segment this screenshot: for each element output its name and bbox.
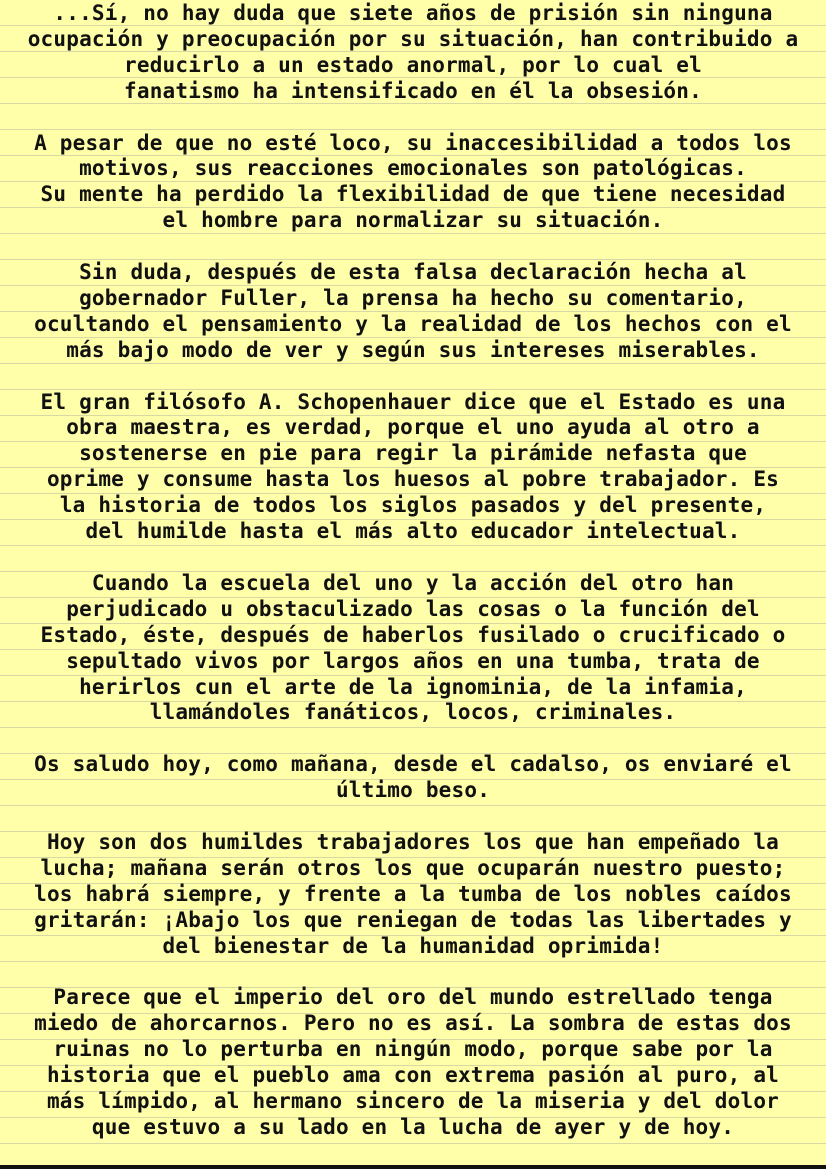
text-line: Su mente ha perdido la flexibilidad de que tiene necesidad xyxy=(40,182,786,207)
text-line: más límpido, al hermano sincero de la miseria y del dolor xyxy=(46,1088,780,1113)
paragraph-2 xyxy=(0,131,826,235)
text-line: herirlos cun el arte de la ignominia, de la infamia, xyxy=(79,674,747,699)
text-line: obra maestra, es verdad, porque el uno ayuda al otro a xyxy=(66,415,760,440)
text-line: del bienestar de la humanidad oprimida! xyxy=(162,933,664,958)
text-line: sostenerse en pie para regir la pirámide nefasta que xyxy=(79,441,747,466)
text-line: gobernador Fuller, la prensa ha hecho su comentario, xyxy=(79,285,747,310)
text-line: más bajo modo de ver y según sus intereses miserables. xyxy=(66,337,760,362)
paragraph-5 xyxy=(0,571,826,726)
paragraph-6 xyxy=(0,752,826,804)
text-line: ruinas no lo perturba en ningún modo, porque sabe por la xyxy=(53,1037,773,1062)
text-line: el hombre para normalizar su situación. xyxy=(162,208,664,233)
paragraph-1 xyxy=(0,1,826,105)
text-line: ...Sí, no hay duda que siete años de prisión sin ninguna xyxy=(53,1,773,25)
text-line: Os saludo hoy, como mañana, desde el cadalso, os enviaré el xyxy=(34,752,792,777)
text-line: Sin duda, después de esta falsa declaración hecha al xyxy=(79,260,747,285)
text-line: los habrá siempre, y frente a la tumba de los nobles caídos xyxy=(34,881,792,906)
paragraph-7 xyxy=(0,830,826,960)
text-line: El gran filósofo A. Schopenhauer dice que el Estado es una xyxy=(40,389,786,414)
text-line: Parece que el imperio del oro del mundo estrellado tenga xyxy=(53,985,773,1010)
text-line: ocultando el pensamiento y la realidad de los hechos con el xyxy=(34,311,792,336)
text-line: Estado, éste, después de haberlos fusilado o crucificado o xyxy=(40,622,786,647)
text-line: lucha; mañana serán otros los que ocuparán nuestro puesto; xyxy=(40,855,786,880)
text-line: A pesar de que no esté loco, su inaccesibilidad a todos los xyxy=(34,130,792,155)
text-line: miedo de ahorcarnos. Pero no es así. La sombra de estas dos xyxy=(34,1011,792,1036)
text-line: ocupación y preocupación por su situación, han contribuido a xyxy=(27,26,799,51)
text-line: que estuvo a su lado en la lucha de ayer y de hoy. xyxy=(91,1114,735,1139)
paragraph-4 xyxy=(0,390,826,545)
text-line: oprime y consume hasta los huesos al pobre trabajador. Es xyxy=(46,467,780,492)
text-line: sepultado vivos por largos años en una tumba, trata de xyxy=(66,648,760,673)
text-line: llamándoles fanáticos, locos, criminales. xyxy=(149,700,677,725)
text-line: la historia de todos los siglos pasados y del presente, xyxy=(59,493,767,518)
text-line: último beso. xyxy=(335,778,491,803)
bottom-border xyxy=(0,1165,826,1169)
text-line: Cuando la escuela del uno y la acción del otro han xyxy=(91,570,735,595)
text-line: reducirlo a un estado anormal, por lo cual el xyxy=(124,52,702,77)
text-line: perjudicado u obstaculizado las cosas o la función del xyxy=(66,596,760,621)
text-line: Hoy son dos humildes trabajadores los que han empeñado la xyxy=(46,829,780,854)
paragraph-3 xyxy=(0,260,826,364)
text-line: motivos, sus reacciones emocionales son patológicas. xyxy=(79,156,747,181)
text-line: gritarán: ¡Abajo los que reniegan de todas las libertades y xyxy=(34,907,792,932)
text-line: fanatismo ha intensificado en él la obsesión. xyxy=(124,78,702,103)
text-line: del humilde hasta el más alto educador intelectual. xyxy=(85,519,741,544)
text-line: historia que el pueblo ama con extrema pasión al puro, al xyxy=(46,1063,780,1088)
document-page xyxy=(0,1,826,1167)
paragraph-8 xyxy=(0,985,826,1140)
